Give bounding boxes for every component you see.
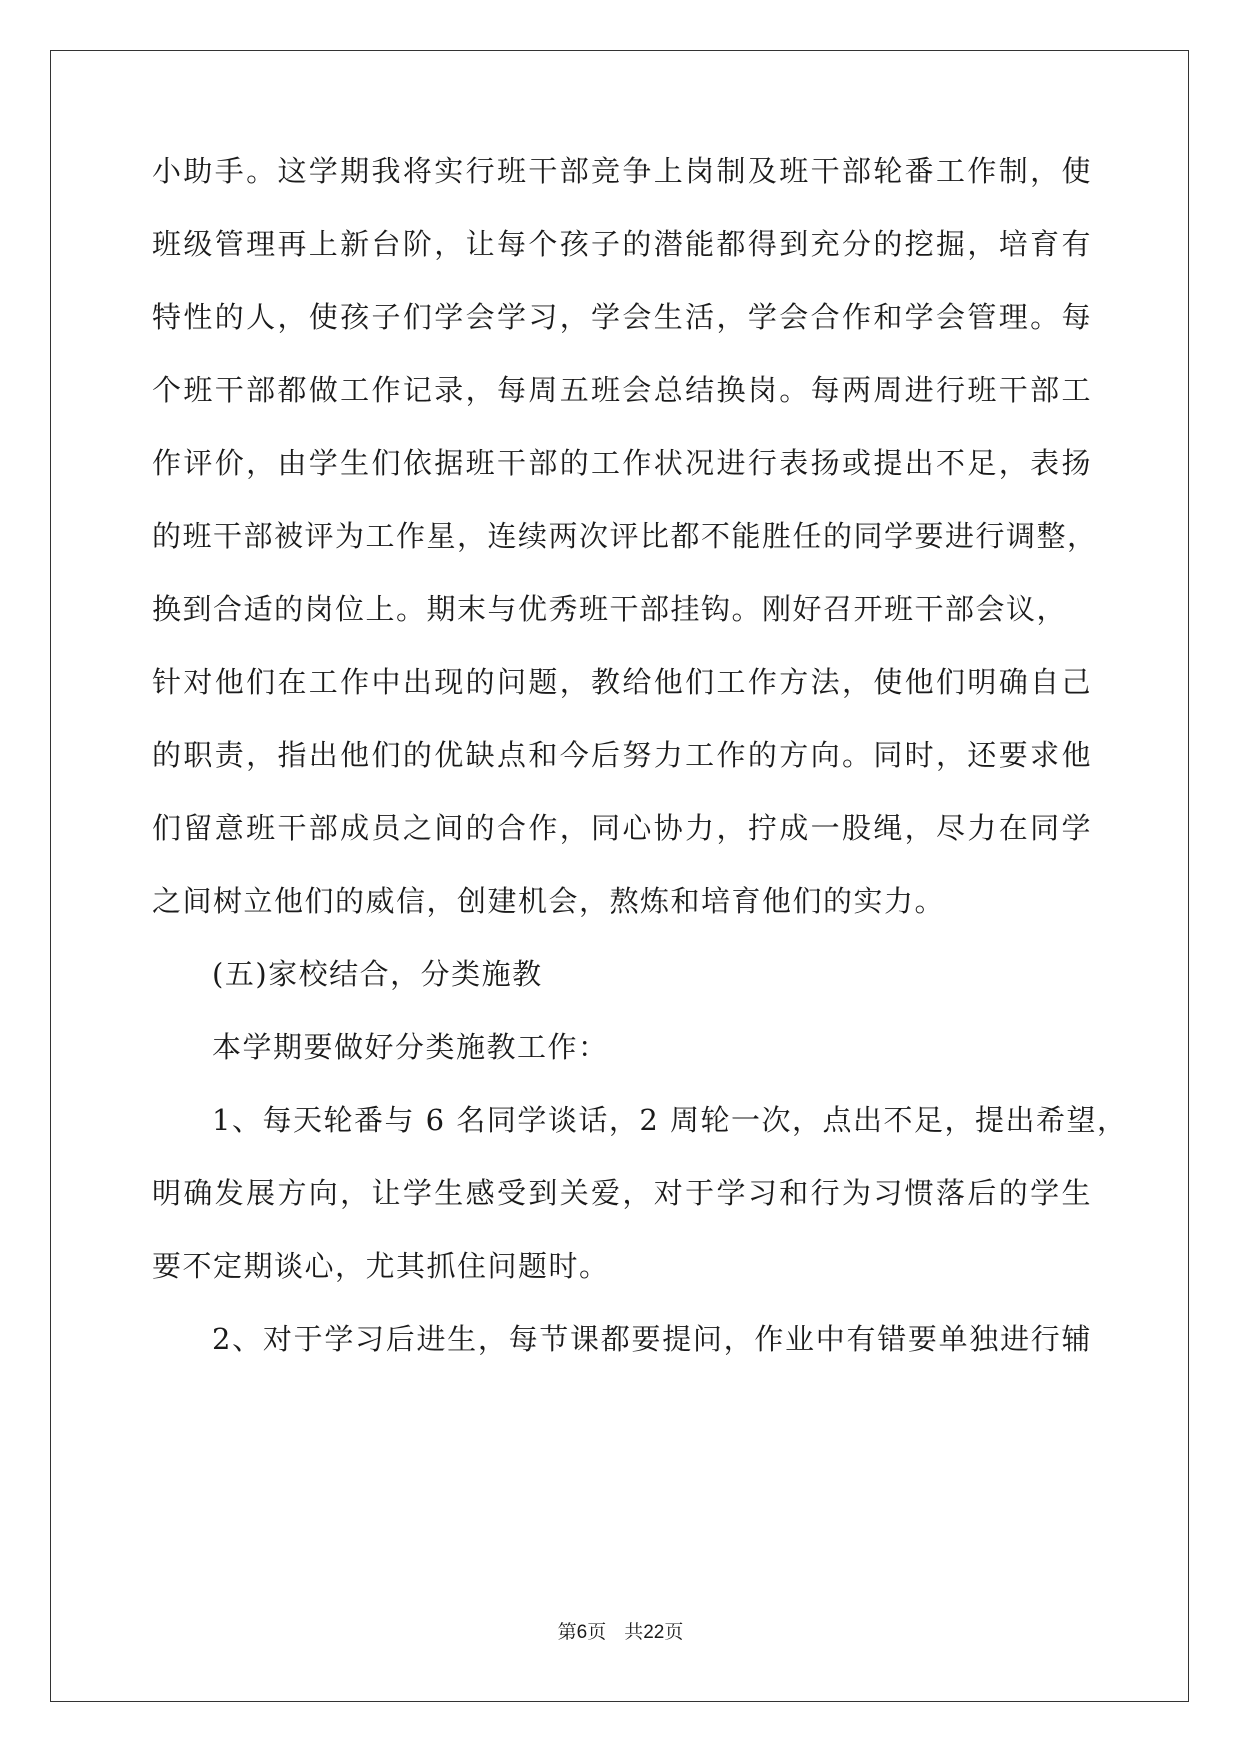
paragraph-line: 个班干部都做工作记录，每周五班会总结换岗。每两周进行班干部工 <box>152 373 1092 407</box>
footer-total-prefix: 共 <box>624 1621 644 1643</box>
list-item-line: 明确发展方向，让学生感受到关爱，对于学习和行为习惯落后的学生 <box>152 1176 1092 1210</box>
paragraph-line: 作评价，由学生们依据班干部的工作状况进行表扬或提出不足，表扬 <box>152 446 1092 480</box>
paragraph-line: 换到合适的岗位上。期末与优秀班干部挂钩。刚好召开班干部会议， <box>152 592 1068 626</box>
paragraph-line: 之间树立他们的威信，创建机会，熬炼和培育他们的实力。 <box>152 884 946 918</box>
footer-page-prefix: 第 <box>557 1621 577 1643</box>
list-item-line: 2、对于学习后进生，每节课都要提问，作业中有错要单独进行辅 <box>212 1322 1092 1356</box>
page-footer <box>0 1620 1241 1645</box>
footer-page-number: 6 <box>576 1622 588 1643</box>
paragraph-line: 的班干部被评为工作星，连续两次评比都不能胜任的同学要进行调整， <box>152 519 1098 553</box>
paragraph-line: 小助手。这学期我将实行班干部竞争上岗制及班干部轮番工作制，使 <box>152 154 1092 188</box>
paragraph-line: 的职责，指出他们的优缺点和今后努力工作的方向。同时，还要求他 <box>152 738 1092 772</box>
section-heading: (五)家校结合，分类施教 <box>212 957 543 991</box>
intro-line: 本学期要做好分类施教工作： <box>212 1030 609 1064</box>
paragraph-line: 特性的人，使孩子们学会学习，学会生活，学会合作和学会管理。每 <box>152 300 1092 334</box>
list-item-line: 1、每天轮番与 6 名同学谈话，2 周轮一次，点出不足，提出希望， <box>212 1103 1128 1137</box>
paragraph-line: 们留意班干部成员之间的合作，同心协力，拧成一股绳，尽力在同学 <box>152 811 1092 845</box>
footer-total-suffix: 页 <box>664 1621 684 1643</box>
footer-page-suffix: 页 <box>587 1621 607 1643</box>
list-item-line: 要不定期谈心，尤其抓住问题时。 <box>152 1249 610 1283</box>
paragraph-line: 班级管理再上新台阶，让每个孩子的潜能都得到充分的挖掘，培育有 <box>152 227 1092 261</box>
page-border <box>50 50 1189 1702</box>
paragraph-line: 针对他们在工作中出现的问题，教给他们工作方法，使他们明确自己 <box>152 665 1092 699</box>
footer-total-number: 22 <box>643 1622 665 1643</box>
